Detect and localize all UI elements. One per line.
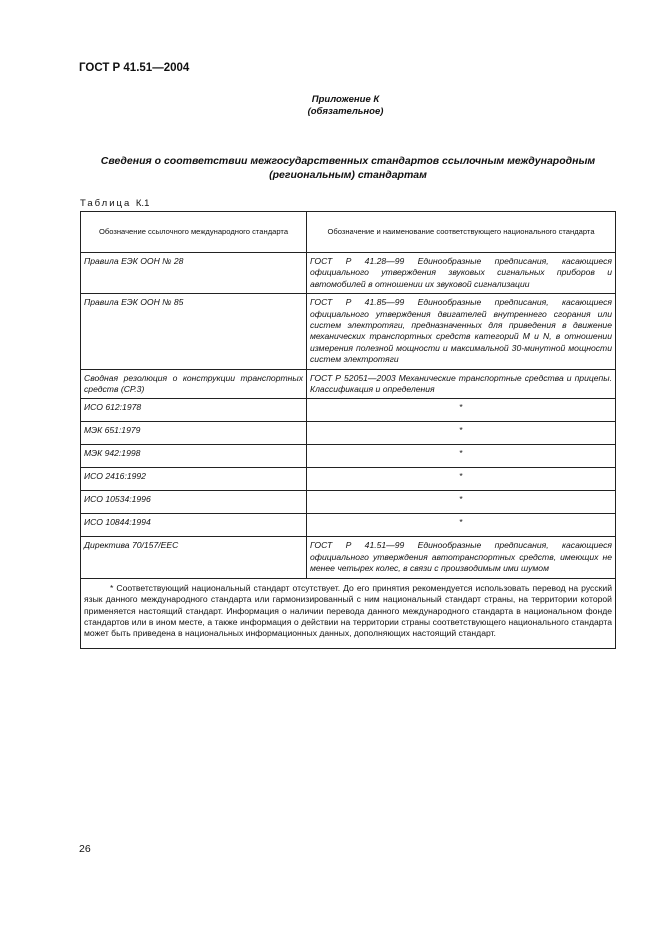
table-row (81, 369, 616, 399)
international-standard-cell: МЭК 651:1979 (81, 422, 307, 445)
international-standard-cell: МЭК 942:1998 (81, 445, 307, 468)
table-row (81, 468, 616, 491)
table-caption-number: К.1 (135, 198, 150, 209)
national-standard-cell: ГОСТ Р 41.28—99 Единообразные предписания, касающиеся официального утверждения звуковых сигнальных приборов и автомобилей в отношении их звуковой сигнализации (307, 253, 616, 294)
international-standard-cell: ИСО 2416:1992 (81, 468, 307, 491)
national-standard-cell: * (307, 468, 616, 491)
national-standard-cell: ГОСТ Р 41.51—99 Единообразные предписания, касающиеся официального утверждения автотранспортных средств, имеющих не менее четырех колес, в связи с производимым ими шумом (307, 537, 616, 578)
section-title-line1: Сведения о соответствии межгосударственных стандартов ссылочным международным (100, 155, 596, 167)
national-standard-cell: ГОСТ Р 41.85—99 Единообразные предписания, касающиеся официального утверждения двигателей внутреннего сгорания или систем электротяги, предназначенных для приведения в движение механических транспортных средств категорий M и N, в отношении измерения полезной мощности и максимальной 30-минутной мощности систем электротяги (307, 294, 616, 369)
international-standard-cell: ИСО 10844:1994 (81, 514, 307, 537)
national-standard-cell: * (307, 445, 616, 468)
international-standard-cell: Директива 70/157/ЕЕС (81, 537, 307, 578)
column-header-national: Обозначение и наименование соответствующего национального стандарта (307, 212, 616, 253)
annex-title: Приложение К (311, 94, 380, 105)
section-title (80, 154, 616, 182)
table-row (81, 537, 616, 578)
table-footnote-row (81, 578, 616, 648)
page-number: 26 (79, 843, 91, 855)
correspondence-table (80, 211, 616, 649)
international-standard-cell: Правила ЕЭК ООН № 28 (81, 253, 307, 294)
table-row (81, 491, 616, 514)
section-title-line2: (региональным) стандартам (269, 169, 427, 181)
table-row (81, 422, 616, 445)
national-standard-cell: * (307, 399, 616, 422)
table-footnote (81, 578, 616, 648)
national-standard-cell: * (307, 491, 616, 514)
international-standard-cell: ИСО 10534:1996 (81, 491, 307, 514)
table-row (81, 514, 616, 537)
table-row (81, 294, 616, 369)
international-standard-cell: Правила ЕЭК ООН № 85 (81, 294, 307, 369)
national-standard-cell: * (307, 514, 616, 537)
annex-status: (обязательное) (307, 106, 384, 117)
table-header-row (81, 212, 616, 253)
table-row (81, 253, 616, 294)
document-header: ГОСТ Р 41.51—2004 (79, 62, 190, 74)
national-standard-cell: * (307, 422, 616, 445)
table-caption-word: Таблица (80, 198, 132, 209)
table-row (81, 399, 616, 422)
table-caption (80, 198, 149, 209)
international-standard-cell: ИСО 612:1978 (81, 399, 307, 422)
footnote-text: * Соответствующий национальный стандарт отсутствует. До его принятия рекомендуется использовать перевод на русский язык данного международного стандарта или гармонизированный с ним национальный стандарт страны, на территории которой применяется настоящий стандарт. Информация о наличии перевода данного международного стандарта в национальном фонде стандартов или в ином месте, а также информация о действии на территории страны соответствующего национального стандарта может быть приведена в национальных информационных данных, дополняющих настоящий стандарт. (84, 582, 612, 639)
national-standard-cell: ГОСТ Р 52051—2003 Механические транспортные средства и прицепы. Классификация и определения (307, 369, 616, 399)
annex-heading (0, 94, 661, 118)
column-header-international: Обозначение ссылочного международного стандарта (81, 212, 307, 253)
table-row (81, 445, 616, 468)
international-standard-cell: Сводная резолюция о конструкции транспортных средств (СР.3) (81, 369, 307, 399)
